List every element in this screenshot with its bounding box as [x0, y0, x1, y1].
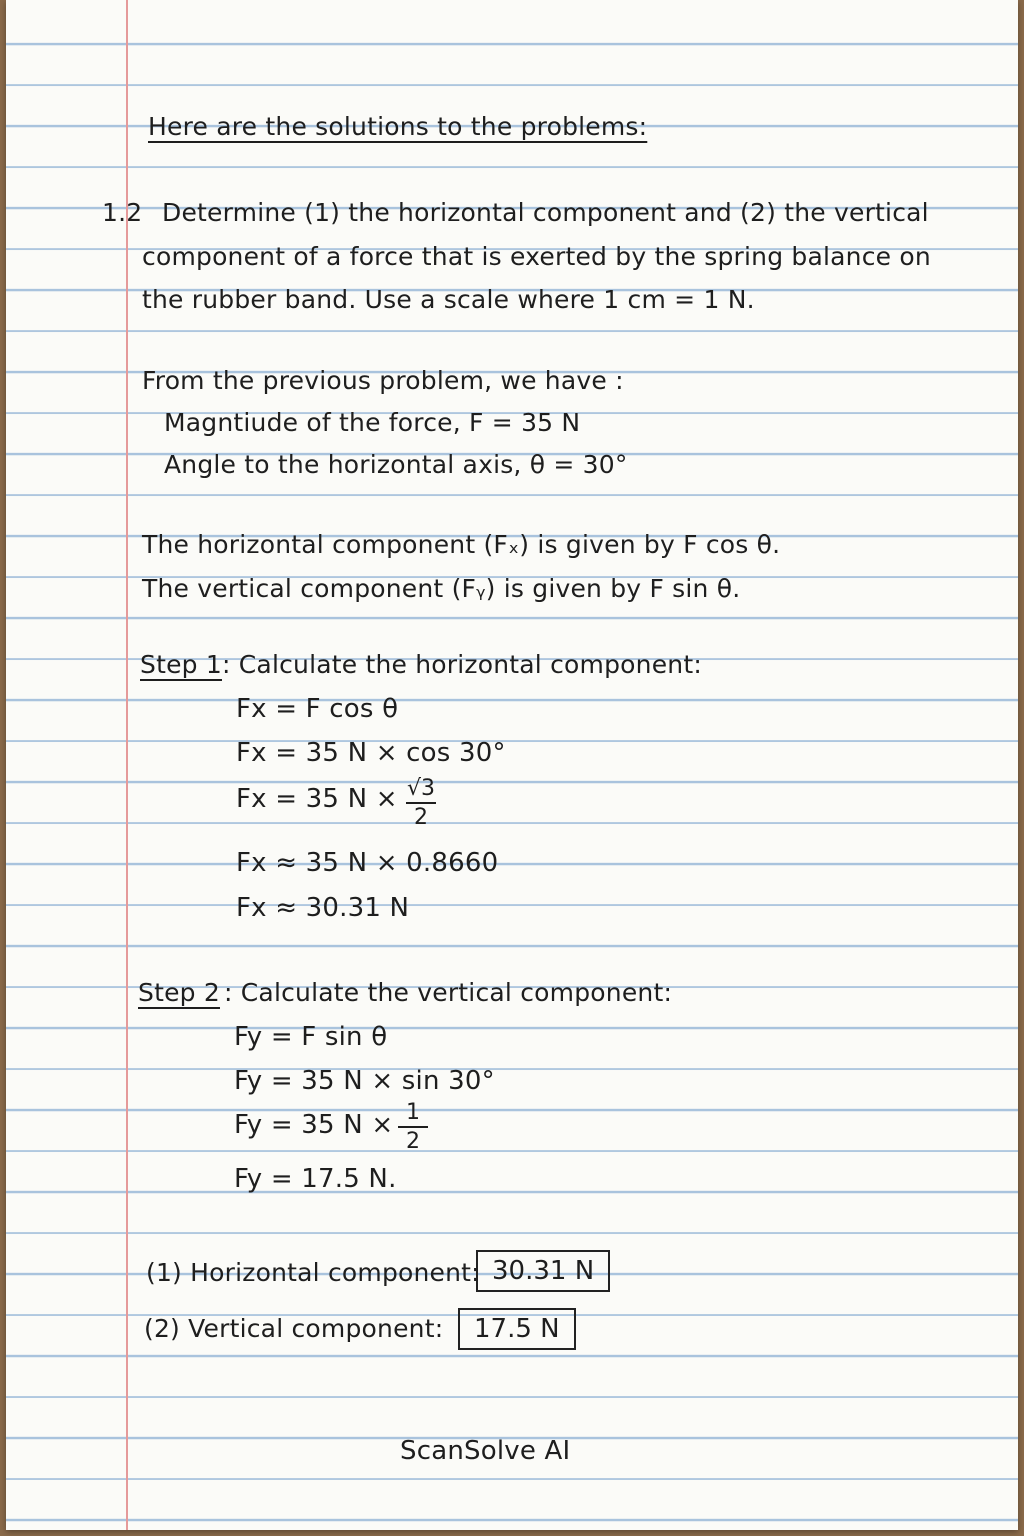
problem-line-2: component of a force that is exerted by the spring balance on — [142, 242, 931, 271]
step2-fraction — [398, 1100, 428, 1156]
step1-label: Step 1 — [140, 650, 222, 679]
heading: Here are the solutions to the problems: — [148, 112, 648, 141]
notebook-page — [6, 0, 1018, 1530]
step1-line-4: Fx ≈ 35 N × 0.8660 — [236, 848, 499, 878]
step1-title: : Calculate the horizontal component: — [222, 650, 702, 679]
answer-horizontal-label: (1) Horizontal component: — [146, 1258, 480, 1287]
step2-line-4: Fy = 17.5 N. — [234, 1164, 397, 1194]
step1-fraction-denominator: 2 — [414, 805, 428, 830]
step1-line-2: Fx = 35 N × cos 30° — [236, 738, 506, 768]
answer-vertical-label: (2) Vertical component: — [144, 1314, 444, 1343]
step1-fraction-numerator: √3 — [406, 776, 436, 804]
step2-line-3: Fy = 35 N × — [234, 1110, 394, 1140]
given-intro: From the previous problem, we have : — [142, 366, 624, 395]
footer-brand: ScanSolve AI — [400, 1436, 571, 1466]
step2-title: : Calculate the vertical component: — [224, 978, 673, 1007]
formula-horizontal: The horizontal component (Fₓ) is given by F cos θ. — [142, 530, 781, 559]
step2-fraction-denominator: 2 — [406, 1129, 420, 1154]
margin-line — [126, 0, 128, 1530]
answer-horizontal-box: 30.31 N — [476, 1250, 610, 1292]
given-angle: Angle to the horizontal axis, θ = 30° — [164, 450, 628, 479]
step1-fraction — [406, 776, 436, 832]
step1-line-1: Fx = F cos θ — [236, 694, 399, 724]
answer-vertical-box: 17.5 N — [458, 1308, 576, 1350]
step2-line-1: Fy = F sin θ — [234, 1022, 388, 1052]
problem-number: 1.2 — [102, 198, 143, 227]
step2-fraction-numerator: 1 — [398, 1100, 428, 1128]
given-magnitude: Magntiude of the force, F = 35 N — [164, 408, 581, 437]
step1-line-5: Fx ≈ 30.31 N — [236, 893, 410, 923]
formula-vertical: The vertical component (Fᵧ) is given by F sin θ. — [142, 574, 741, 603]
step2-label: Step 2 — [138, 978, 220, 1007]
problem-line-3: the rubber band. Use a scale where 1 cm = 1 N. — [142, 285, 755, 314]
step1-line-3: Fx = 35 N × — [236, 784, 398, 814]
problem-line-1: Determine (1) the horizontal component and (2) the vertical — [162, 198, 929, 227]
step2-line-2: Fy = 35 N × sin 30° — [234, 1066, 495, 1096]
